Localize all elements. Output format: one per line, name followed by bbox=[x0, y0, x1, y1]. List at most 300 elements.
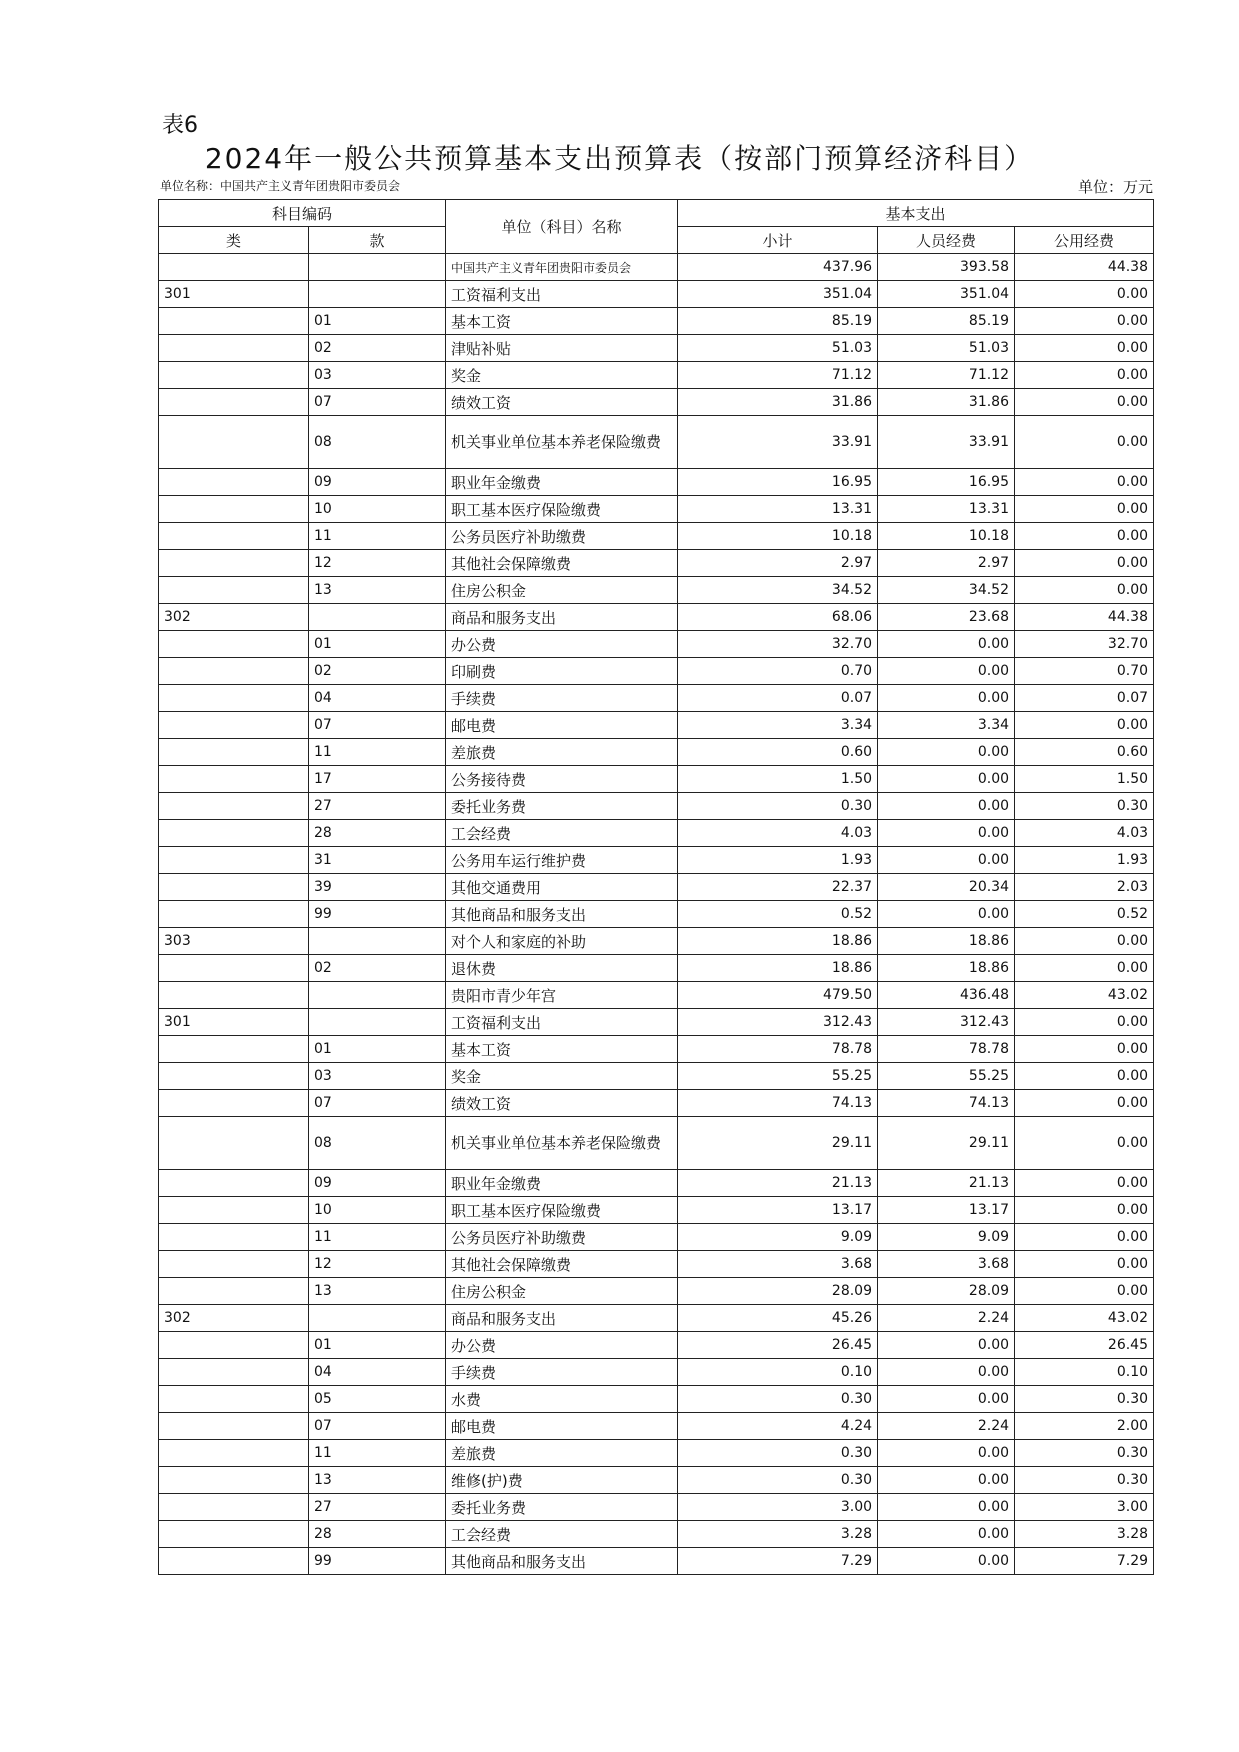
subject-name-cell: 维修(护)费 bbox=[446, 1467, 678, 1494]
table-row bbox=[159, 631, 1154, 658]
table-row bbox=[159, 1251, 1154, 1278]
subtotal-cell: 16.95 bbox=[678, 469, 878, 496]
public-cell: 0.00 bbox=[1015, 281, 1154, 308]
currency-unit: 单位：万元 bbox=[1077, 178, 1153, 196]
personnel-cell: 78.78 bbox=[878, 1036, 1015, 1063]
subject-name-cell: 退休费 bbox=[446, 955, 678, 982]
table-header bbox=[159, 200, 1154, 254]
item-cell: 12 bbox=[309, 550, 446, 577]
subject-name-cell: 工资福利支出 bbox=[446, 281, 678, 308]
subject-name-cell: 机关事业单位基本养老保险缴费 bbox=[446, 1117, 678, 1170]
item-cell: 10 bbox=[309, 1197, 446, 1224]
subtotal-cell: 71.12 bbox=[678, 362, 878, 389]
subject-name-cell: 其他社会保障缴费 bbox=[446, 550, 678, 577]
header-basic-expenditure: 基本支出 bbox=[678, 200, 1154, 227]
personnel-cell: 16.95 bbox=[878, 469, 1015, 496]
subtotal-cell: 13.31 bbox=[678, 496, 878, 523]
item-cell: 39 bbox=[309, 874, 446, 901]
category-cell bbox=[159, 1467, 309, 1494]
subject-name-cell: 职业年金缴费 bbox=[446, 1170, 678, 1197]
subject-name-cell: 商品和服务支出 bbox=[446, 604, 678, 631]
subject-name-cell: 其他商品和服务支出 bbox=[446, 1548, 678, 1575]
table-row bbox=[159, 469, 1154, 496]
category-cell bbox=[159, 658, 309, 685]
personnel-cell: 31.86 bbox=[878, 389, 1015, 416]
table-row bbox=[159, 577, 1154, 604]
category-cell bbox=[159, 496, 309, 523]
table-row bbox=[159, 928, 1154, 955]
subtotal-cell: 45.26 bbox=[678, 1305, 878, 1332]
personnel-cell: 18.86 bbox=[878, 955, 1015, 982]
public-cell: 2.00 bbox=[1015, 1413, 1154, 1440]
subtotal-cell: 32.70 bbox=[678, 631, 878, 658]
item-cell bbox=[309, 928, 446, 955]
item-cell: 03 bbox=[309, 1063, 446, 1090]
personnel-cell: 0.00 bbox=[878, 1359, 1015, 1386]
table-row bbox=[159, 739, 1154, 766]
subtotal-cell: 1.50 bbox=[678, 766, 878, 793]
personnel-cell: 71.12 bbox=[878, 362, 1015, 389]
category-cell bbox=[159, 793, 309, 820]
subject-name-cell: 办公费 bbox=[446, 631, 678, 658]
public-cell: 0.10 bbox=[1015, 1359, 1154, 1386]
personnel-cell: 10.18 bbox=[878, 523, 1015, 550]
item-cell: 01 bbox=[309, 1332, 446, 1359]
item-cell bbox=[309, 281, 446, 308]
subtotal-cell: 0.60 bbox=[678, 739, 878, 766]
subtotal-cell: 0.30 bbox=[678, 1386, 878, 1413]
personnel-cell: 0.00 bbox=[878, 901, 1015, 928]
public-cell: 0.00 bbox=[1015, 523, 1154, 550]
subject-name-cell: 手续费 bbox=[446, 1359, 678, 1386]
subject-name-cell: 对个人和家庭的补助 bbox=[446, 928, 678, 955]
subtotal-cell: 78.78 bbox=[678, 1036, 878, 1063]
item-cell: 28 bbox=[309, 820, 446, 847]
personnel-cell: 9.09 bbox=[878, 1224, 1015, 1251]
table-row bbox=[159, 712, 1154, 739]
item-cell: 28 bbox=[309, 1521, 446, 1548]
item-cell: 01 bbox=[309, 631, 446, 658]
item-cell: 07 bbox=[309, 1413, 446, 1440]
subtotal-cell: 0.30 bbox=[678, 1440, 878, 1467]
table-row bbox=[159, 1494, 1154, 1521]
subject-name-cell: 工会经费 bbox=[446, 1521, 678, 1548]
subject-name-cell: 住房公积金 bbox=[446, 1278, 678, 1305]
public-cell: 4.03 bbox=[1015, 820, 1154, 847]
category-cell bbox=[159, 1440, 309, 1467]
subtotal-cell: 7.29 bbox=[678, 1548, 878, 1575]
personnel-cell: 312.43 bbox=[878, 1009, 1015, 1036]
table-row bbox=[159, 1413, 1154, 1440]
table-row bbox=[159, 1117, 1154, 1170]
subtotal-cell: 74.13 bbox=[678, 1090, 878, 1117]
table-row bbox=[159, 685, 1154, 712]
item-cell: 07 bbox=[309, 1090, 446, 1117]
item-cell: 27 bbox=[309, 793, 446, 820]
subject-name-cell: 印刷费 bbox=[446, 658, 678, 685]
subtotal-cell: 10.18 bbox=[678, 523, 878, 550]
table-row bbox=[159, 362, 1154, 389]
category-cell bbox=[159, 631, 309, 658]
public-cell: 0.00 bbox=[1015, 1224, 1154, 1251]
category-cell bbox=[159, 982, 309, 1009]
category-cell: 302 bbox=[159, 604, 309, 631]
public-cell: 0.00 bbox=[1015, 550, 1154, 577]
table-row bbox=[159, 1090, 1154, 1117]
personnel-cell: 2.24 bbox=[878, 1413, 1015, 1440]
category-cell bbox=[159, 712, 309, 739]
subject-name-cell: 差旅费 bbox=[446, 739, 678, 766]
subtotal-cell: 85.19 bbox=[678, 308, 878, 335]
subject-name-cell: 委托业务费 bbox=[446, 1494, 678, 1521]
subject-name-cell: 机关事业单位基本养老保险缴费 bbox=[446, 416, 678, 469]
item-cell: 03 bbox=[309, 362, 446, 389]
item-cell: 01 bbox=[309, 1036, 446, 1063]
public-cell: 0.00 bbox=[1015, 712, 1154, 739]
table-row bbox=[159, 1332, 1154, 1359]
subtotal-cell: 2.97 bbox=[678, 550, 878, 577]
public-cell: 44.38 bbox=[1015, 254, 1154, 281]
item-cell: 04 bbox=[309, 685, 446, 712]
subtotal-cell: 33.91 bbox=[678, 416, 878, 469]
page-title: 2024年一般公共预算基本支出预算表（按部门预算经济科目） bbox=[204, 142, 1035, 175]
subject-name-cell: 职工基本医疗保险缴费 bbox=[446, 496, 678, 523]
category-cell bbox=[159, 1521, 309, 1548]
category-cell bbox=[159, 1251, 309, 1278]
subtotal-cell: 68.06 bbox=[678, 604, 878, 631]
public-cell: 0.00 bbox=[1015, 416, 1154, 469]
item-cell: 99 bbox=[309, 901, 446, 928]
item-cell: 02 bbox=[309, 955, 446, 982]
header-name: 单位（科目）名称 bbox=[446, 200, 678, 254]
item-cell: 09 bbox=[309, 1170, 446, 1197]
personnel-cell: 0.00 bbox=[878, 1440, 1015, 1467]
subtotal-cell: 13.17 bbox=[678, 1197, 878, 1224]
category-cell: 301 bbox=[159, 1009, 309, 1036]
subject-name-cell: 其他交通费用 bbox=[446, 874, 678, 901]
personnel-cell: 0.00 bbox=[878, 685, 1015, 712]
subtotal-cell: 29.11 bbox=[678, 1117, 878, 1170]
category-cell bbox=[159, 254, 309, 281]
table-row bbox=[159, 496, 1154, 523]
category-cell bbox=[159, 1090, 309, 1117]
table-row bbox=[159, 281, 1154, 308]
personnel-cell: 2.97 bbox=[878, 550, 1015, 577]
category-cell bbox=[159, 1548, 309, 1575]
personnel-cell: 28.09 bbox=[878, 1278, 1015, 1305]
subtotal-cell: 0.10 bbox=[678, 1359, 878, 1386]
subject-name-cell: 办公费 bbox=[446, 1332, 678, 1359]
category-cell bbox=[159, 1359, 309, 1386]
subtotal-cell: 51.03 bbox=[678, 335, 878, 362]
public-cell: 0.00 bbox=[1015, 577, 1154, 604]
category-cell bbox=[159, 1413, 309, 1440]
subtotal-cell: 4.03 bbox=[678, 820, 878, 847]
table-row bbox=[159, 1467, 1154, 1494]
budget-table bbox=[158, 199, 1154, 1575]
table-row bbox=[159, 604, 1154, 631]
item-cell bbox=[309, 604, 446, 631]
item-cell: 09 bbox=[309, 469, 446, 496]
personnel-cell: 0.00 bbox=[878, 1494, 1015, 1521]
public-cell: 43.02 bbox=[1015, 982, 1154, 1009]
item-cell: 10 bbox=[309, 496, 446, 523]
personnel-cell: 74.13 bbox=[878, 1090, 1015, 1117]
table-row bbox=[159, 1063, 1154, 1090]
item-cell: 08 bbox=[309, 416, 446, 469]
personnel-cell: 85.19 bbox=[878, 308, 1015, 335]
table-row bbox=[159, 1521, 1154, 1548]
personnel-cell: 13.17 bbox=[878, 1197, 1015, 1224]
subject-name-cell: 住房公积金 bbox=[446, 577, 678, 604]
public-cell: 0.00 bbox=[1015, 1197, 1154, 1224]
subtotal-cell: 437.96 bbox=[678, 254, 878, 281]
category-cell: 302 bbox=[159, 1305, 309, 1332]
subtotal-cell: 3.34 bbox=[678, 712, 878, 739]
subject-name-cell: 其他社会保障缴费 bbox=[446, 1251, 678, 1278]
subject-name-cell: 差旅费 bbox=[446, 1440, 678, 1467]
public-cell: 0.00 bbox=[1015, 1170, 1154, 1197]
header-category: 类 bbox=[159, 227, 309, 254]
table-row bbox=[159, 820, 1154, 847]
subtotal-cell: 4.24 bbox=[678, 1413, 878, 1440]
table-row bbox=[159, 523, 1154, 550]
subtotal-cell: 3.28 bbox=[678, 1521, 878, 1548]
category-cell bbox=[159, 389, 309, 416]
subject-name-cell: 基本工资 bbox=[446, 308, 678, 335]
personnel-cell: 0.00 bbox=[878, 631, 1015, 658]
subject-name-cell: 基本工资 bbox=[446, 1036, 678, 1063]
subtotal-cell: 0.07 bbox=[678, 685, 878, 712]
item-cell: 17 bbox=[309, 766, 446, 793]
item-cell: 05 bbox=[309, 1386, 446, 1413]
personnel-cell: 351.04 bbox=[878, 281, 1015, 308]
subject-name-cell: 公务员医疗补助缴费 bbox=[446, 1224, 678, 1251]
item-cell: 08 bbox=[309, 1117, 446, 1170]
personnel-cell: 0.00 bbox=[878, 658, 1015, 685]
public-cell: 0.30 bbox=[1015, 793, 1154, 820]
header-item: 款 bbox=[309, 227, 446, 254]
item-cell: 11 bbox=[309, 1440, 446, 1467]
personnel-cell: 0.00 bbox=[878, 820, 1015, 847]
personnel-cell: 18.86 bbox=[878, 928, 1015, 955]
public-cell: 0.07 bbox=[1015, 685, 1154, 712]
personnel-cell: 3.34 bbox=[878, 712, 1015, 739]
category-cell bbox=[159, 550, 309, 577]
public-cell: 0.00 bbox=[1015, 1278, 1154, 1305]
category-cell bbox=[159, 1063, 309, 1090]
item-cell: 11 bbox=[309, 739, 446, 766]
category-cell bbox=[159, 308, 309, 335]
category-cell bbox=[159, 335, 309, 362]
personnel-cell: 55.25 bbox=[878, 1063, 1015, 1090]
category-cell bbox=[159, 1386, 309, 1413]
subject-name-cell: 公务接待费 bbox=[446, 766, 678, 793]
item-cell: 13 bbox=[309, 577, 446, 604]
table-body bbox=[159, 254, 1154, 1575]
table-row bbox=[159, 874, 1154, 901]
subject-name-cell: 其他商品和服务支出 bbox=[446, 901, 678, 928]
personnel-cell: 3.68 bbox=[878, 1251, 1015, 1278]
subtotal-cell: 1.93 bbox=[678, 847, 878, 874]
subject-name-cell: 商品和服务支出 bbox=[446, 1305, 678, 1332]
personnel-cell: 33.91 bbox=[878, 416, 1015, 469]
category-cell bbox=[159, 766, 309, 793]
personnel-cell: 2.24 bbox=[878, 1305, 1015, 1332]
subtotal-cell: 351.04 bbox=[678, 281, 878, 308]
subject-name-cell: 手续费 bbox=[446, 685, 678, 712]
table-row bbox=[159, 1440, 1154, 1467]
category-cell bbox=[159, 847, 309, 874]
public-cell: 44.38 bbox=[1015, 604, 1154, 631]
subject-name-cell: 贵阳市青少年宫 bbox=[446, 982, 678, 1009]
header-public: 公用经费 bbox=[1015, 227, 1154, 254]
personnel-cell: 436.48 bbox=[878, 982, 1015, 1009]
public-cell: 26.45 bbox=[1015, 1332, 1154, 1359]
category-cell bbox=[159, 362, 309, 389]
table-row bbox=[159, 308, 1154, 335]
table-row bbox=[159, 335, 1154, 362]
personnel-cell: 0.00 bbox=[878, 793, 1015, 820]
public-cell: 32.70 bbox=[1015, 631, 1154, 658]
subtotal-cell: 0.30 bbox=[678, 793, 878, 820]
subtotal-cell: 0.52 bbox=[678, 901, 878, 928]
personnel-cell: 0.00 bbox=[878, 1548, 1015, 1575]
table-row bbox=[159, 658, 1154, 685]
personnel-cell: 13.31 bbox=[878, 496, 1015, 523]
table-row bbox=[159, 550, 1154, 577]
item-cell: 11 bbox=[309, 523, 446, 550]
public-cell: 0.00 bbox=[1015, 308, 1154, 335]
public-cell: 0.00 bbox=[1015, 928, 1154, 955]
table-row bbox=[159, 1170, 1154, 1197]
item-cell bbox=[309, 1009, 446, 1036]
subject-name-cell: 工资福利支出 bbox=[446, 1009, 678, 1036]
item-cell bbox=[309, 982, 446, 1009]
subtotal-cell: 0.30 bbox=[678, 1467, 878, 1494]
public-cell: 0.00 bbox=[1015, 1251, 1154, 1278]
subject-name-cell: 邮电费 bbox=[446, 712, 678, 739]
personnel-cell: 21.13 bbox=[878, 1170, 1015, 1197]
subtotal-cell: 18.86 bbox=[678, 955, 878, 982]
subtotal-cell: 26.45 bbox=[678, 1332, 878, 1359]
personnel-cell: 0.00 bbox=[878, 1332, 1015, 1359]
item-cell: 31 bbox=[309, 847, 446, 874]
subject-name-cell: 委托业务费 bbox=[446, 793, 678, 820]
subject-name-cell: 奖金 bbox=[446, 362, 678, 389]
item-cell bbox=[309, 1305, 446, 1332]
public-cell: 0.00 bbox=[1015, 362, 1154, 389]
subtotal-cell: 18.86 bbox=[678, 928, 878, 955]
subject-name-cell: 邮电费 bbox=[446, 1413, 678, 1440]
item-cell: 12 bbox=[309, 1251, 446, 1278]
table-row bbox=[159, 416, 1154, 469]
subtotal-cell: 3.00 bbox=[678, 1494, 878, 1521]
table-row bbox=[159, 1359, 1154, 1386]
category-cell bbox=[159, 685, 309, 712]
category-cell bbox=[159, 1197, 309, 1224]
table-row bbox=[159, 1278, 1154, 1305]
category-cell bbox=[159, 874, 309, 901]
public-cell: 0.00 bbox=[1015, 469, 1154, 496]
category-cell bbox=[159, 1036, 309, 1063]
public-cell: 3.00 bbox=[1015, 1494, 1154, 1521]
subject-name-cell: 绩效工资 bbox=[446, 389, 678, 416]
subject-name-cell: 公务用车运行维护费 bbox=[446, 847, 678, 874]
header-subject-code: 科目编码 bbox=[159, 200, 446, 227]
subtotal-cell: 21.13 bbox=[678, 1170, 878, 1197]
table-row bbox=[159, 982, 1154, 1009]
subtotal-cell: 34.52 bbox=[678, 577, 878, 604]
table-row bbox=[159, 1386, 1154, 1413]
subject-name-cell: 工会经费 bbox=[446, 820, 678, 847]
header-subtotal: 小计 bbox=[678, 227, 878, 254]
table-row bbox=[159, 901, 1154, 928]
personnel-cell: 0.00 bbox=[878, 1467, 1015, 1494]
table-row bbox=[159, 254, 1154, 281]
category-cell bbox=[159, 416, 309, 469]
subject-name-cell: 奖金 bbox=[446, 1063, 678, 1090]
category-cell: 301 bbox=[159, 281, 309, 308]
personnel-cell: 34.52 bbox=[878, 577, 1015, 604]
public-cell: 0.00 bbox=[1015, 1063, 1154, 1090]
table-row bbox=[159, 1305, 1154, 1332]
item-cell: 02 bbox=[309, 335, 446, 362]
item-cell: 01 bbox=[309, 308, 446, 335]
item-cell: 27 bbox=[309, 1494, 446, 1521]
personnel-cell: 51.03 bbox=[878, 335, 1015, 362]
category-cell bbox=[159, 739, 309, 766]
item-cell: 04 bbox=[309, 1359, 446, 1386]
table-row bbox=[159, 955, 1154, 982]
table-row bbox=[159, 389, 1154, 416]
public-cell: 0.00 bbox=[1015, 1117, 1154, 1170]
subtotal-cell: 31.86 bbox=[678, 389, 878, 416]
public-cell: 0.00 bbox=[1015, 496, 1154, 523]
public-cell: 0.52 bbox=[1015, 901, 1154, 928]
header-personnel: 人员经费 bbox=[878, 227, 1015, 254]
subtotal-cell: 312.43 bbox=[678, 1009, 878, 1036]
public-cell: 0.00 bbox=[1015, 955, 1154, 982]
table-label: 表6 bbox=[162, 113, 198, 138]
public-cell: 0.00 bbox=[1015, 1009, 1154, 1036]
subtotal-cell: 479.50 bbox=[678, 982, 878, 1009]
category-cell bbox=[159, 1332, 309, 1359]
personnel-cell: 0.00 bbox=[878, 1521, 1015, 1548]
category-cell: 303 bbox=[159, 928, 309, 955]
category-cell bbox=[159, 523, 309, 550]
category-cell bbox=[159, 577, 309, 604]
category-cell bbox=[159, 955, 309, 982]
public-cell: 1.93 bbox=[1015, 847, 1154, 874]
subtotal-cell: 0.70 bbox=[678, 658, 878, 685]
personnel-cell: 393.58 bbox=[878, 254, 1015, 281]
public-cell: 0.30 bbox=[1015, 1386, 1154, 1413]
item-cell: 11 bbox=[309, 1224, 446, 1251]
personnel-cell: 20.34 bbox=[878, 874, 1015, 901]
item-cell: 13 bbox=[309, 1467, 446, 1494]
subtotal-cell: 3.68 bbox=[678, 1251, 878, 1278]
subject-name-cell: 水费 bbox=[446, 1386, 678, 1413]
subject-name-cell: 职业年金缴费 bbox=[446, 469, 678, 496]
subtotal-cell: 22.37 bbox=[678, 874, 878, 901]
item-cell: 02 bbox=[309, 658, 446, 685]
public-cell: 7.29 bbox=[1015, 1548, 1154, 1575]
personnel-cell: 0.00 bbox=[878, 1386, 1015, 1413]
subject-name-cell: 职工基本医疗保险缴费 bbox=[446, 1197, 678, 1224]
subject-name-cell: 津贴补贴 bbox=[446, 335, 678, 362]
item-cell: 13 bbox=[309, 1278, 446, 1305]
